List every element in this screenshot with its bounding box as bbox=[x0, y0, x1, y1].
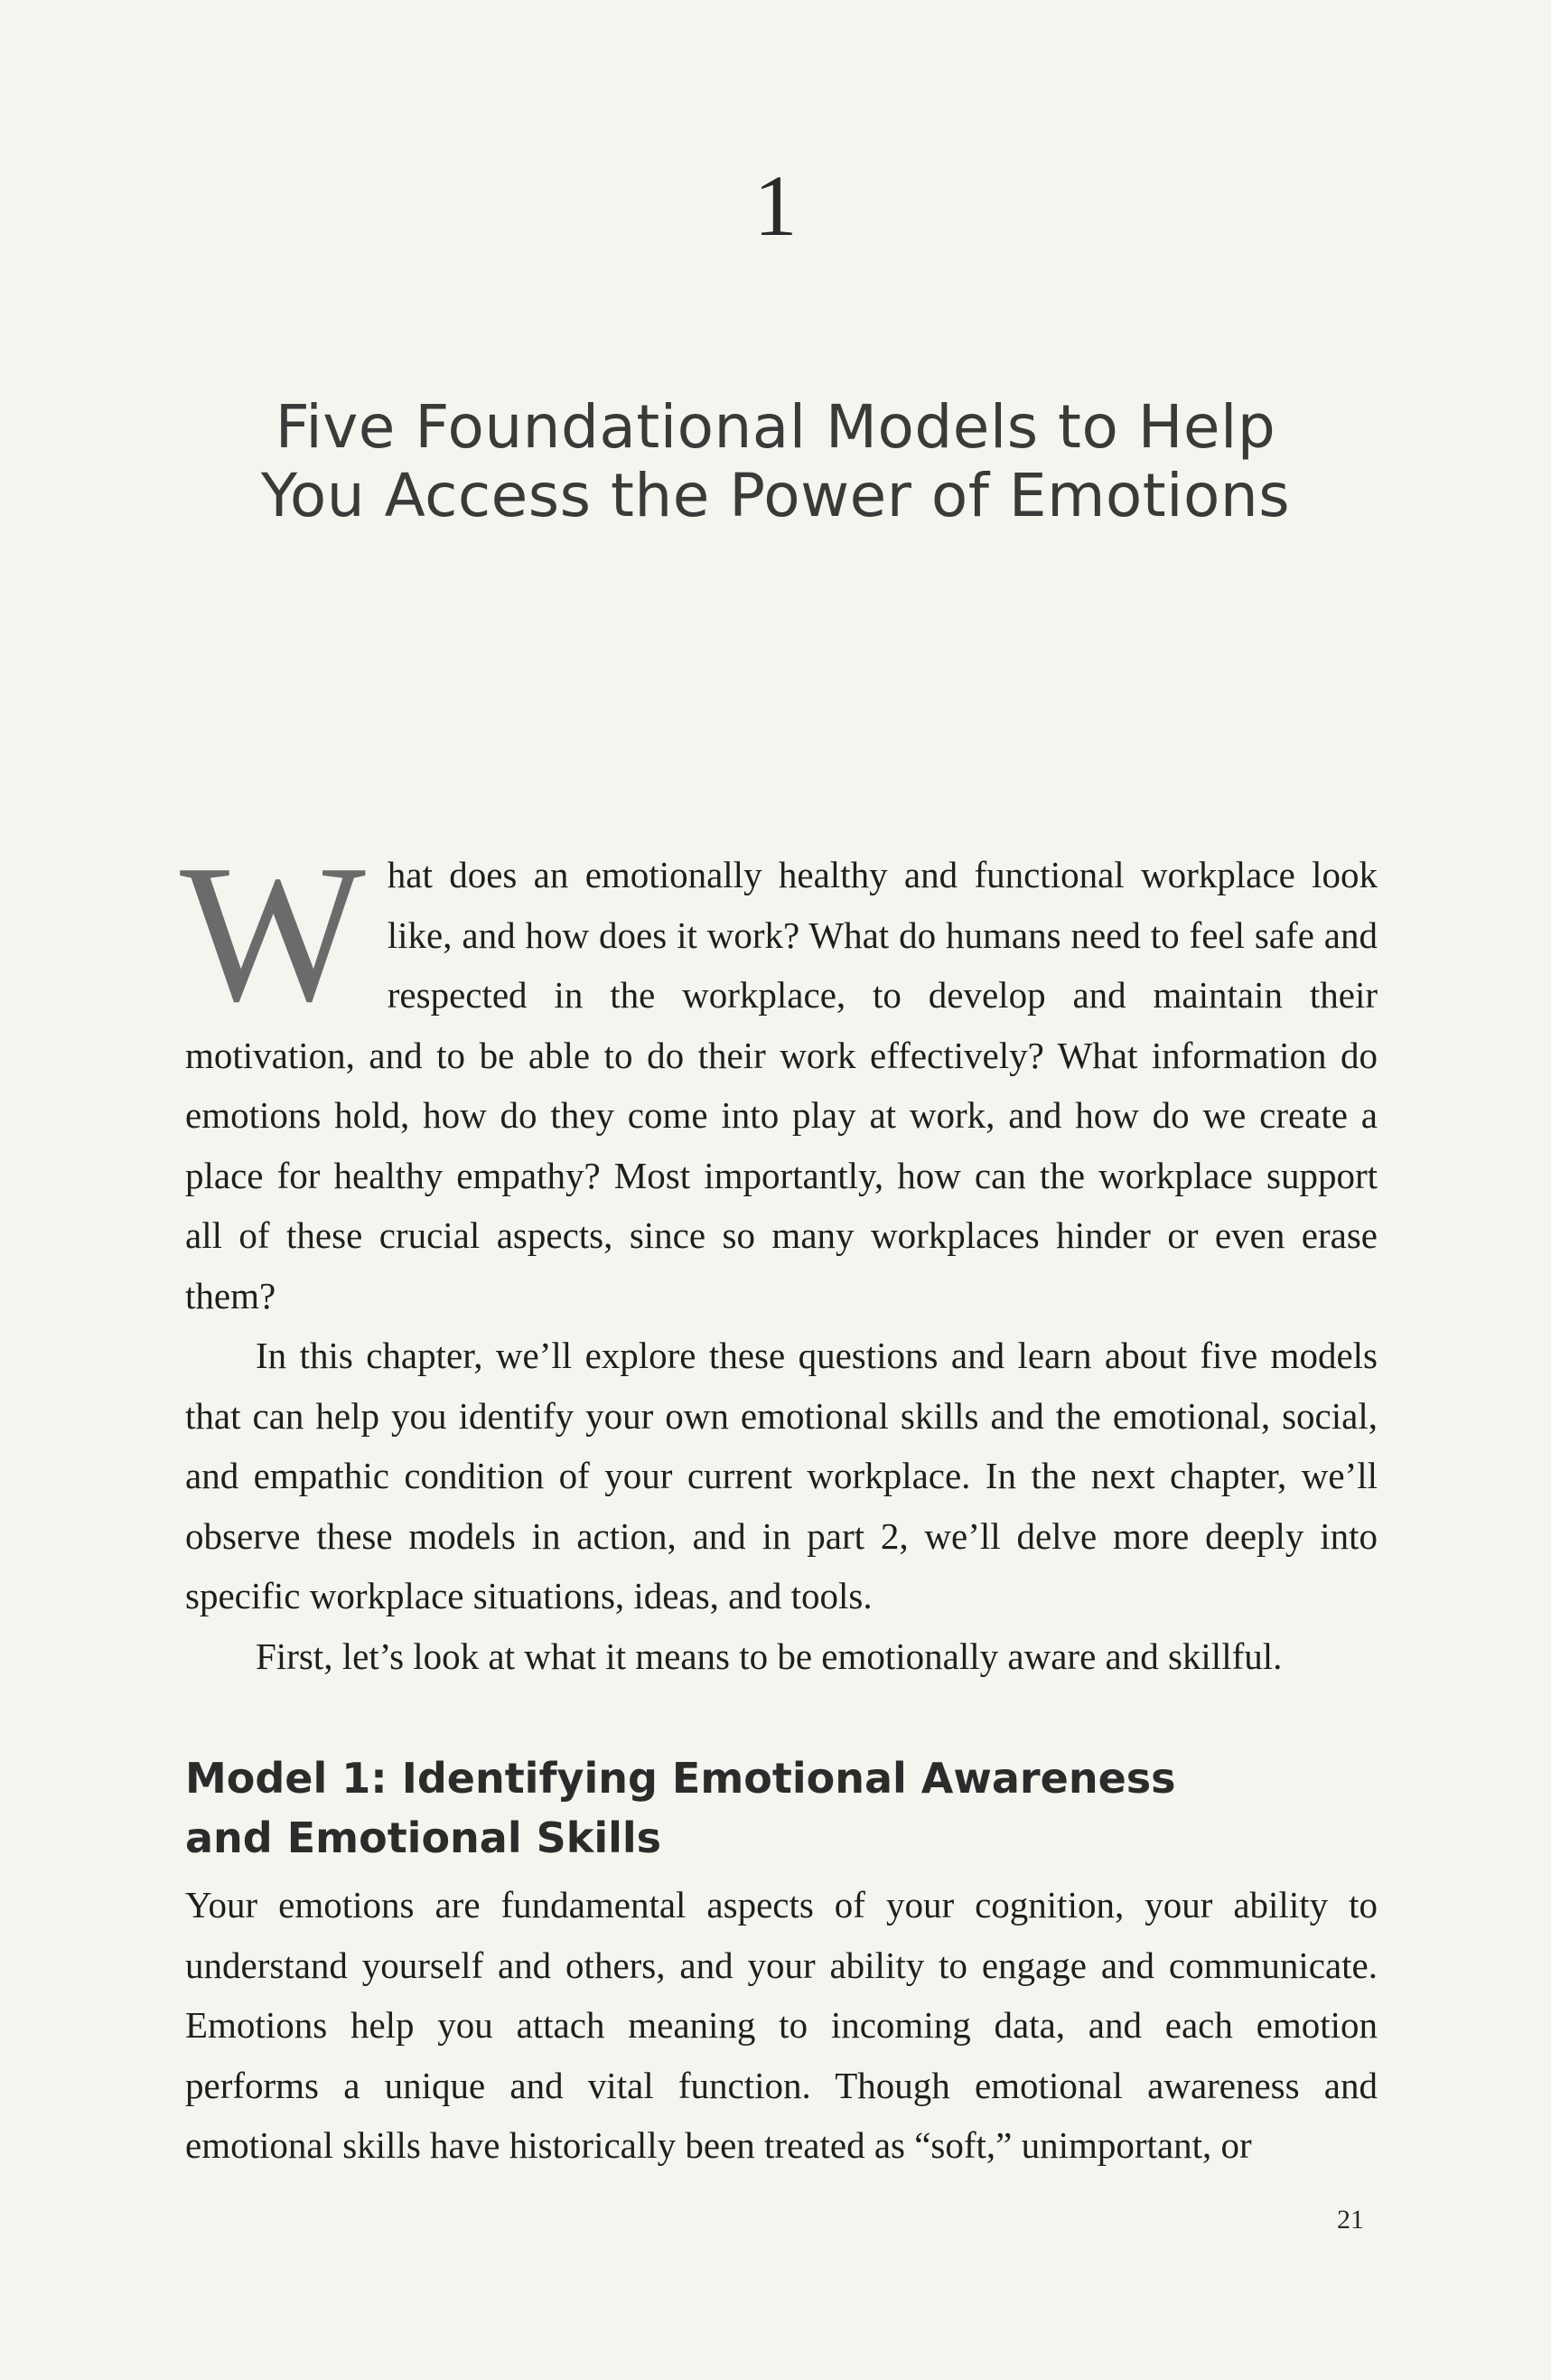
intro-paragraph-2: In this chapter, we’ll explore these questions and learn about five models that can help you identify your own emotional skills and the emotional, social, and empathic condition of your current workplace. In the next chapter, we’ll observe these models in action, and in part 2, we’ll delve more deeply into specific workplace situations, ideas, and tools. bbox=[185, 1335, 1378, 1616]
chapter-title bbox=[0, 393, 1551, 530]
intro-paragraph-3: First, let’s look at what it means to be emotionally aware and skillful. bbox=[256, 1635, 1283, 1677]
chapter-number: 1 bbox=[753, 157, 798, 254]
intro-paragraph-1-text: hat does an emotionally healthy and functional workplace look like, and how does it work? What do humans need to feel safe and respected in the workplace, to develop and maintain their motivation, and to be able to do their work effectively? What information do emotions hold, how do they come into play at work, and how do we create a place for healthy empathy? Most importantly, how can the workplace support all of these crucial aspects, since so many workplaces hinder or even erase them? bbox=[185, 854, 1378, 1316]
intro-text bbox=[180, 825, 1378, 1686]
section-body bbox=[185, 1875, 1378, 2176]
section-paragraph-1: Your emotions are fundamental aspects of your cognition, your ability to understand yourself and others, and your ability to engage and communicate. Emotions help you attach meaning to incoming data, and each emotion performs a unique and vital function. Though emotional awareness and emotional skills have historically been treated as “soft,” unimportant, or bbox=[185, 1884, 1378, 2166]
drop-cap: W bbox=[180, 825, 366, 1043]
section-heading-line-1: Model 1: Identifying Emotional Awareness bbox=[185, 1754, 1176, 1803]
chapter-title-line-1: Five Foundational Models to Help bbox=[275, 392, 1276, 462]
section-heading bbox=[185, 1748, 1378, 1868]
section-heading-line-2: and Emotional Skills bbox=[185, 1813, 662, 1862]
chapter-title-line-2: You Access the Power of Emotions bbox=[260, 460, 1291, 530]
intro-paragraph-1 bbox=[180, 825, 1378, 1326]
page-number: 21 bbox=[1337, 2205, 1364, 2235]
